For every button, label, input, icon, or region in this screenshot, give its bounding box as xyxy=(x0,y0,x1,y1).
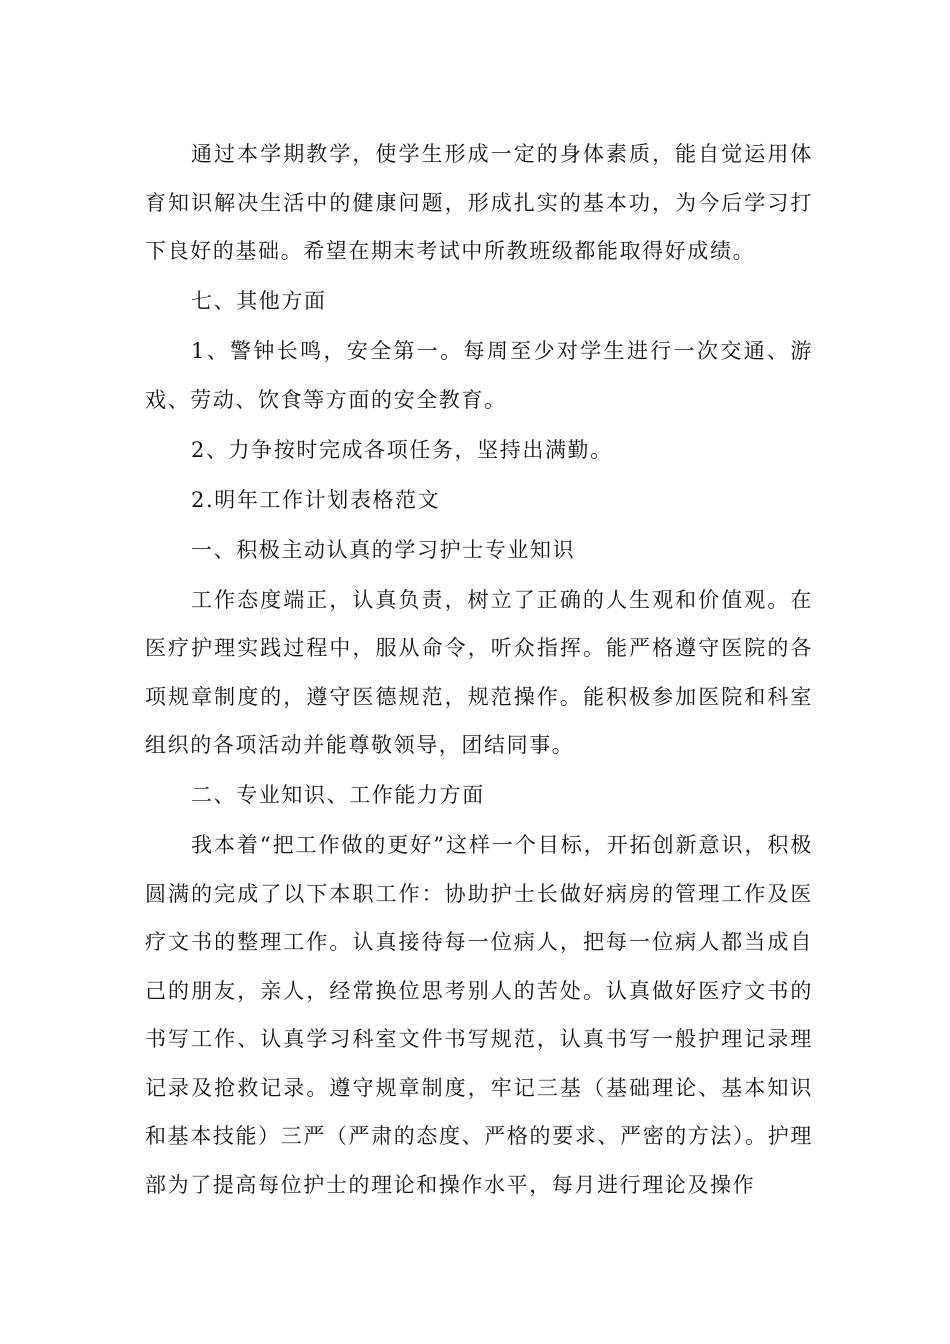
paragraph: 2、力争按时完成各项任务，坚持出满勤。 xyxy=(191,437,613,462)
section-heading: 一、积极主动认真的学习护士专业知识 xyxy=(191,537,576,562)
section-heading: 二、专业知识、工作能力方面 xyxy=(191,783,485,807)
paragraph: 我本着“把工作做的更好”这样一个目标，开拓创新意识，积极圆满的完成了以下本职工作：协助护士长做好病房的管理工作及医疗文书的整理工作。认真接待每一位病人，把每一位病人都当成自己的朋友，亲人，经常换位思考别人的苦处。认真做好医疗文书的书写工作、认真学习科室文件书写规范，认真书写一般护理记录理记录及抢救记录。遵守规章制度，牢记三基（基础理论、基本知识和基本技能）三严（严肃的态度、严格的要求、严密的方法）。护理部为了提高每位护士的理论和操作水平，每月进行理论及操作 xyxy=(145,833,813,1197)
document-body xyxy=(145,130,813,1211)
paragraph: 工作态度端正，认真负责，树立了正确的人生观和价值观。在医疗护理实践过程中，服从命令，听众指挥。能严格遵守医院的各项规章制度的，遵守医德规范，规范操作。能积极参加医院和科室组织的各项活动并能尊敬领导，团结同事。 xyxy=(145,587,813,757)
section-heading: 七、其他方面 xyxy=(191,289,327,313)
paragraph: 1、警钟长鸣，安全第一。每周至少对学生进行一次交通、游戏、劳动、饮食等方面的安全教育。 xyxy=(145,339,813,412)
section-heading: 2.明年工作计划表格范文 xyxy=(191,487,441,512)
paragraph: 通过本学期教学，使学生形成一定的身体素质，能自觉运用体育知识解决生活中的健康问题，形成扎实的基本功，为今后学习打下良好的基础。希望在期末考试中所教班级都能取得好成绩。 xyxy=(145,142,813,263)
